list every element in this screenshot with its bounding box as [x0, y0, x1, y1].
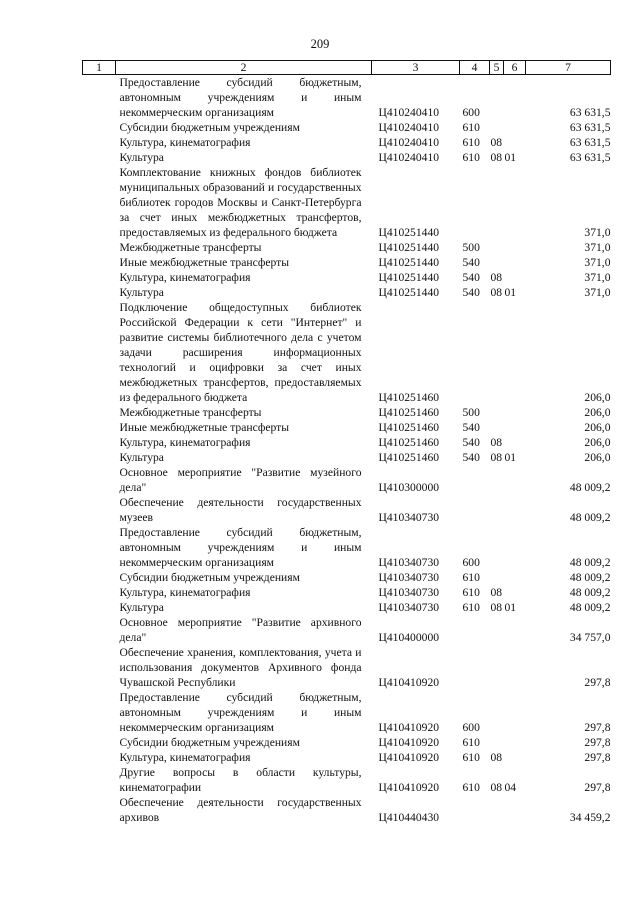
cell-name: Основное мероприятие "Развитие музейного дела" — [119, 466, 362, 494]
cell-rz — [490, 495, 504, 525]
table-row — [83, 615, 611, 645]
cell-pr — [504, 435, 526, 450]
cell-sum: 63 631,5 — [569, 151, 611, 164]
cell-sum: 34 757,0 — [569, 631, 611, 644]
cell-pr — [504, 135, 526, 150]
cell-vr — [460, 495, 490, 525]
cell-name: Культура — [119, 151, 164, 164]
cell-code: Ц410240410 — [378, 121, 440, 134]
cell-name: Культура — [119, 601, 164, 614]
cell-pr — [504, 300, 526, 405]
cell-pr — [504, 645, 526, 690]
cell-rz — [490, 735, 504, 750]
cell-pr: 04 — [504, 781, 517, 794]
cell-pr — [504, 120, 526, 135]
cell-code: Ц410340730 — [378, 601, 440, 614]
cell-vr: 600 — [462, 106, 480, 119]
cell-pr: 01 — [504, 151, 517, 164]
cell-pr — [504, 405, 526, 420]
header-col-5: 5 — [490, 61, 504, 75]
cell-sum: 371,0 — [584, 286, 611, 299]
header-col-2: 2 — [116, 61, 372, 75]
cell-num — [83, 135, 116, 150]
cell-pr — [504, 255, 526, 270]
cell-rz — [490, 645, 504, 690]
cell-vr: 610 — [462, 601, 480, 614]
table-row — [83, 240, 611, 255]
cell-vr: 610 — [462, 571, 480, 584]
cell-vr: 540 — [462, 436, 480, 449]
table-row — [83, 420, 611, 435]
cell-name: Предоставление субсидий бюджетным, автономным учреждениям и иным некоммерческим организациям — [119, 76, 362, 119]
cell-name: Предоставление субсидий бюджетным, автономным учреждениям и иным некоммерческим организациям — [119, 526, 362, 569]
cell-num — [83, 645, 116, 690]
cell-code: Ц410440430 — [378, 811, 440, 824]
cell-num — [83, 270, 116, 285]
cell-code: Ц410240410 — [378, 106, 440, 119]
table-row — [83, 150, 611, 165]
cell-code: Ц410340730 — [378, 571, 440, 584]
table-row — [83, 690, 611, 735]
cell-code: Ц410240410 — [378, 151, 440, 164]
cell-vr: 600 — [462, 721, 480, 734]
cell-num — [83, 120, 116, 135]
cell-num — [83, 600, 116, 615]
cell-pr — [504, 750, 526, 765]
cell-rz: 08 — [490, 781, 503, 794]
cell-code: Ц410410920 — [378, 781, 440, 794]
cell-pr — [504, 420, 526, 435]
table-row — [83, 300, 611, 405]
cell-rz: 08 — [490, 436, 503, 449]
cell-num — [83, 750, 116, 765]
cell-sum: 371,0 — [584, 241, 611, 254]
cell-name: Межбюджетные трансферты — [119, 406, 262, 419]
cell-num — [83, 615, 116, 645]
cell-num — [83, 735, 116, 750]
cell-code: Ц410240410 — [378, 136, 440, 149]
cell-vr: 610 — [462, 751, 480, 764]
table-row — [83, 525, 611, 570]
cell-pr — [504, 240, 526, 255]
cell-sum: 48 009,2 — [569, 481, 611, 494]
cell-rz: 08 — [490, 151, 503, 164]
cell-rz — [490, 75, 504, 121]
table-row — [83, 165, 611, 240]
cell-rz — [490, 240, 504, 255]
cell-sum: 297,8 — [584, 736, 611, 749]
table-row — [83, 255, 611, 270]
cell-pr — [504, 615, 526, 645]
cell-code: Ц410410920 — [378, 676, 440, 689]
cell-pr — [504, 495, 526, 525]
cell-vr: 600 — [462, 556, 480, 569]
cell-vr — [460, 165, 490, 240]
cell-num — [83, 165, 116, 240]
cell-name: Культура, кинематография — [119, 751, 251, 764]
cell-num — [83, 150, 116, 165]
table-row — [83, 120, 611, 135]
cell-num — [83, 525, 116, 570]
cell-code: Ц410410920 — [378, 721, 440, 734]
header-col-7: 7 — [526, 61, 611, 75]
cell-rz — [490, 795, 504, 825]
cell-pr — [504, 795, 526, 825]
cell-name: Основное мероприятие "Развитие архивного дела" — [119, 616, 362, 644]
cell-rz — [490, 570, 504, 585]
cell-rz: 08 — [490, 271, 503, 284]
table-row — [83, 405, 611, 420]
cell-rz: 08 — [490, 451, 503, 464]
table-row — [83, 570, 611, 585]
cell-num — [83, 405, 116, 420]
cell-code: Ц410251440 — [378, 286, 440, 299]
cell-rz — [490, 300, 504, 405]
cell-rz — [490, 165, 504, 240]
cell-num — [83, 570, 116, 585]
cell-num — [83, 300, 116, 405]
table-row — [83, 735, 611, 750]
cell-code: Ц410340730 — [378, 586, 440, 599]
table-row — [83, 465, 611, 495]
cell-vr: 540 — [462, 271, 480, 284]
table-row — [83, 750, 611, 765]
cell-vr — [460, 615, 490, 645]
cell-vr — [460, 795, 490, 825]
cell-pr — [504, 570, 526, 585]
cell-vr: 610 — [462, 736, 480, 749]
cell-pr: 01 — [504, 601, 517, 614]
cell-code: Ц410251460 — [378, 391, 440, 404]
cell-name: Субсидии бюджетным учреждениям — [119, 121, 300, 134]
cell-num — [83, 450, 116, 465]
table-row — [83, 795, 611, 825]
cell-sum: 206,0 — [584, 421, 611, 434]
cell-name: Культура, кинематография — [119, 436, 251, 449]
cell-sum: 206,0 — [584, 451, 611, 464]
cell-num — [83, 765, 116, 795]
cell-vr: 540 — [462, 451, 480, 464]
cell-name: Культура, кинематография — [119, 271, 251, 284]
cell-rz: 08 — [490, 601, 503, 614]
header-col-4: 4 — [460, 61, 490, 75]
cell-sum: 63 631,5 — [569, 136, 611, 149]
cell-vr: 500 — [462, 406, 480, 419]
table-row — [83, 435, 611, 450]
cell-sum: 297,8 — [584, 781, 611, 794]
cell-pr — [504, 270, 526, 285]
cell-pr: 01 — [504, 451, 517, 464]
cell-vr: 540 — [462, 421, 480, 434]
cell-pr — [504, 690, 526, 735]
cell-rz — [490, 615, 504, 645]
cell-pr — [504, 735, 526, 750]
cell-vr: 540 — [462, 286, 480, 299]
cell-code: Ц410251460 — [378, 436, 440, 449]
cell-rz — [490, 525, 504, 570]
cell-vr: 610 — [462, 121, 480, 134]
cell-rz: 08 — [490, 136, 503, 149]
cell-code: Ц410251440 — [378, 256, 440, 269]
cell-code: Ц410340730 — [378, 556, 440, 569]
cell-name: Культура — [119, 286, 164, 299]
cell-code: Ц410251440 — [378, 241, 440, 254]
cell-num — [83, 585, 116, 600]
cell-vr — [460, 465, 490, 495]
cell-sum: 63 631,5 — [569, 121, 611, 134]
table-row — [83, 270, 611, 285]
cell-sum: 371,0 — [584, 226, 611, 239]
cell-pr — [504, 585, 526, 600]
cell-sum: 48 009,2 — [569, 601, 611, 614]
cell-sum: 206,0 — [584, 406, 611, 419]
cell-code: Ц410251440 — [378, 271, 440, 284]
header-col-3: 3 — [372, 61, 460, 75]
cell-pr — [504, 75, 526, 121]
cell-num — [83, 690, 116, 735]
cell-vr: 610 — [462, 151, 480, 164]
cell-pr — [504, 525, 526, 570]
table-row — [83, 450, 611, 465]
cell-num — [83, 255, 116, 270]
cell-pr — [504, 465, 526, 495]
cell-name: Подключение общедоступных библиотек Российской Федерации к сети "Интернет" и развитие системы библиотечного дела с учетом задачи расширения информационных технологий и оцифровки за счет иных межбюджетных трансфертов, предоставляемых из федерального бюджета — [119, 301, 362, 404]
cell-rz — [490, 255, 504, 270]
cell-vr: 500 — [462, 241, 480, 254]
cell-num — [83, 435, 116, 450]
table-row — [83, 765, 611, 795]
table-row — [83, 645, 611, 690]
cell-sum: 297,8 — [584, 676, 611, 689]
table-row — [83, 495, 611, 525]
table-header — [83, 61, 611, 75]
cell-code: Ц410340730 — [378, 511, 440, 524]
cell-num — [83, 240, 116, 255]
table-row — [83, 585, 611, 600]
table-row — [83, 600, 611, 615]
cell-name: Субсидии бюджетным учреждениям — [119, 571, 300, 584]
cell-code: Ц410300000 — [378, 481, 440, 494]
cell-sum: 371,0 — [584, 256, 611, 269]
cell-name: Предоставление субсидий бюджетным, автономным учреждениям и иным некоммерческим организациям — [119, 691, 362, 734]
cell-code: Ц410400000 — [378, 631, 440, 644]
table-row — [83, 75, 611, 121]
cell-sum: 297,8 — [584, 751, 611, 764]
cell-code: Ц410251440 — [378, 226, 440, 239]
cell-sum: 34 459,2 — [569, 811, 611, 824]
header-col-6: 6 — [504, 61, 526, 75]
cell-name: Культура, кинематография — [119, 136, 251, 149]
cell-rz — [490, 420, 504, 435]
cell-rz: 08 — [490, 286, 503, 299]
cell-vr: 540 — [462, 256, 480, 269]
page-number: 209 — [310, 37, 330, 51]
cell-pr — [504, 165, 526, 240]
cell-code: Ц410410920 — [378, 736, 440, 749]
cell-name: Другие вопросы в области культуры, кинематографии — [119, 766, 362, 794]
cell-sum: 371,0 — [584, 271, 611, 284]
cell-sum: 48 009,2 — [569, 571, 611, 584]
cell-sum: 63 631,5 — [569, 106, 611, 119]
cell-sum: 48 009,2 — [569, 511, 611, 524]
cell-name: Комплектование книжных фондов библиотек муниципальных образований и государственных библиотек городов Москвы и Санкт-Петербурга за счет иных межбюджетных трансфертов, предоставляемых из федерального бюджета — [119, 166, 362, 239]
table-row — [83, 285, 611, 300]
cell-pr: 01 — [504, 286, 517, 299]
cell-name: Обеспечение деятельности государственных архивов — [119, 796, 362, 824]
table-row — [83, 135, 611, 150]
cell-vr: 610 — [462, 586, 480, 599]
cell-rz — [490, 690, 504, 735]
header-row — [83, 61, 611, 75]
table-body — [83, 75, 611, 826]
cell-num — [83, 495, 116, 525]
cell-name: Межбюджетные трансферты — [119, 241, 262, 254]
cell-vr: 610 — [462, 136, 480, 149]
cell-rz — [490, 405, 504, 420]
cell-name: Иные межбюджетные трансферты — [119, 256, 290, 269]
cell-num — [83, 795, 116, 825]
cell-num — [83, 285, 116, 300]
cell-sum: 48 009,2 — [569, 586, 611, 599]
cell-name: Культура, кинематография — [119, 586, 251, 599]
cell-name: Культура — [119, 451, 164, 464]
cell-sum: 48 009,2 — [569, 556, 611, 569]
cell-num — [83, 465, 116, 495]
cell-name: Субсидии бюджетным учреждениям — [119, 736, 300, 749]
cell-rz: 08 — [490, 586, 503, 599]
cell-code: Ц410410920 — [378, 751, 440, 764]
cell-rz — [490, 465, 504, 495]
cell-name: Обеспечение хранения, комплектования, учета и использования документов Архивного фонда Чувашской Республики — [119, 646, 362, 689]
cell-num — [83, 420, 116, 435]
cell-sum: 297,8 — [584, 721, 611, 734]
cell-vr — [460, 300, 490, 405]
cell-vr — [460, 645, 490, 690]
cell-num — [83, 75, 116, 121]
cell-code: Ц410251460 — [378, 421, 440, 434]
cell-name: Обеспечение деятельности государственных музеев — [119, 496, 362, 524]
header-col-1: 1 — [83, 61, 116, 75]
cell-code: Ц410251460 — [378, 451, 440, 464]
budget-table — [82, 60, 611, 825]
cell-name: Иные межбюджетные трансферты — [119, 421, 290, 434]
cell-code: Ц410251460 — [378, 406, 440, 419]
cell-vr: 610 — [462, 781, 480, 794]
cell-sum: 206,0 — [584, 391, 611, 404]
cell-rz — [490, 120, 504, 135]
cell-rz: 08 — [490, 751, 503, 764]
cell-sum: 206,0 — [584, 436, 611, 449]
